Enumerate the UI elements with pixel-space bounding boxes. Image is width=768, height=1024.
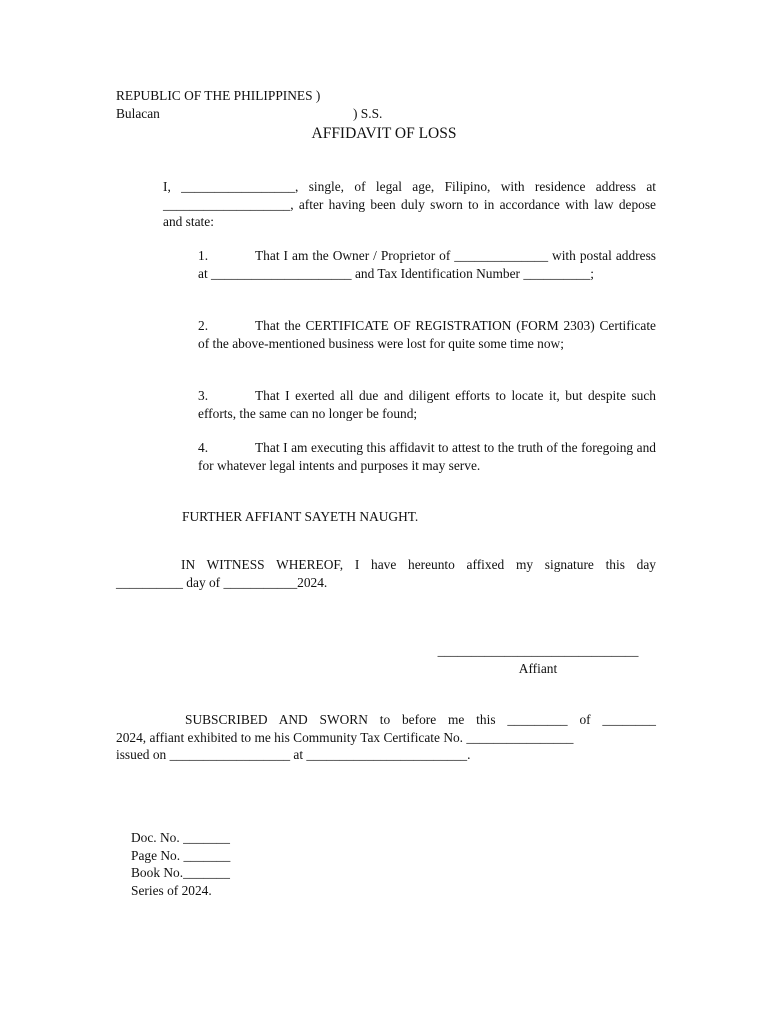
list-item-3 (198, 387, 656, 422)
signature-block (420, 642, 656, 677)
list-item-4 (198, 439, 656, 474)
signature-line: ______________________________ (437, 643, 639, 658)
witness-line-1: IN WITNESS WHEREOF, I have hereunto affixed my signature this day (181, 557, 656, 572)
jurat-line-3: issued on __________________ at ________________________. (116, 747, 471, 762)
item-text: That I exerted all due and diligent efforts to locate it, but despite such efforts, the same can no longer be found; (198, 388, 656, 421)
witness-paragraph (116, 556, 656, 591)
intro-paragraph: I, _________________, single, of legal age, Filipino, with residence address at ___________________, after having been duly sworn to in accordance with law depose and state: (163, 179, 656, 229)
jurat-line-1: SUBSCRIBED AND SWORN to before me this _________ of ________ (185, 712, 656, 727)
item-text: That the CERTIFICATE OF REGISTRATION (FORM 2303) Certificate of the above-mentioned business were lost for quite some time now; (198, 318, 656, 351)
page-number: Page No. _______ (131, 847, 231, 863)
doc-number: Doc. No. _______ (131, 830, 230, 845)
document-title (116, 124, 652, 144)
document-title-text: AFFIDAVIT OF LOSS (311, 125, 457, 142)
book-number: Book No._______ (131, 865, 230, 880)
republic-line: REPUBLIC OF THE PHILIPPINES ) (116, 88, 321, 103)
witness-line-2: __________ day of ___________2024. (116, 574, 328, 590)
list-item-1 (198, 247, 656, 282)
item-text: That I am executing this affidavit to attest to the truth of the foregoing and for whatever legal intents and purposes it may serve. (198, 440, 656, 473)
notarial-register (131, 829, 230, 899)
item-text: That I am the Owner / Proprietor of ______________ with postal address at _____________________ and Tax Identification Number __________; (198, 248, 656, 281)
ss-mark: ) S.S. (353, 106, 383, 121)
item-number: 3. (198, 388, 209, 403)
item-number: 1. (198, 248, 209, 263)
jurat-paragraph (116, 711, 656, 764)
list-item-2 (198, 317, 656, 352)
affiant-label: Affiant (518, 660, 558, 676)
series-year: Series of 2024. (131, 882, 212, 898)
jurat-line-2: 2024, affiant exhibited to me his Community Tax Certificate No. ________________ (116, 729, 574, 745)
item-number: 2. (198, 318, 209, 333)
further-affiant-line: FURTHER AFFIANT SAYETH NAUGHT. (182, 509, 419, 524)
item-number: 4. (198, 440, 209, 455)
province-name: Bulacan (116, 106, 160, 121)
